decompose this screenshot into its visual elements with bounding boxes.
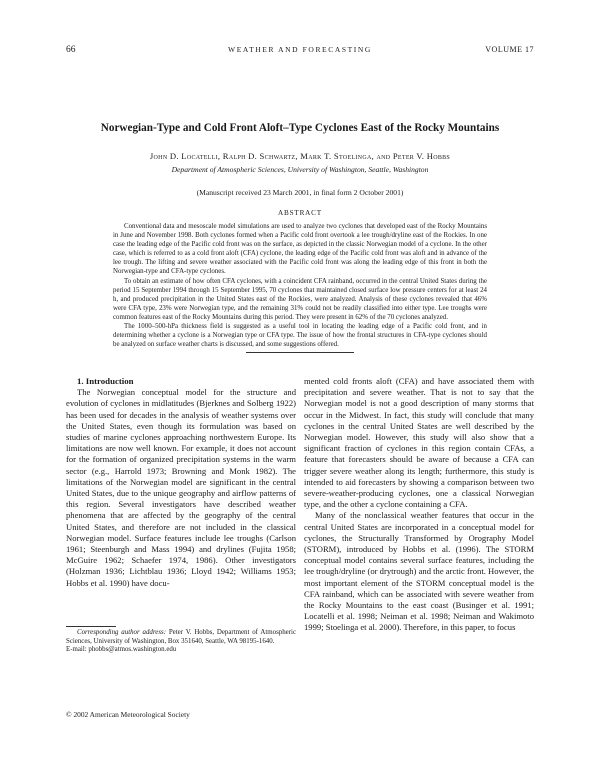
abstract-divider [246, 352, 354, 353]
abstract-body [113, 222, 487, 349]
intro-paragraph-1: The Norwegian conceptual model for the structure and evolution of cyclones in midlatitudes (Bjerknes and Solberg 1922) has been used for decades in the analysis of weather systems over the United States, even though its formulation was based on studies of marine cyclones approaching northwestern Europe. Its limitations are now well known. For example, it does not account for the formation of organized precipitation systems in the warm sector (e.g., Harrold 1973; Browning and Monk 1982). The limitations of the Norwegian model are significant in the central United States, due to the unique geography and airflow patterns of this region. Several investigators have described weather phenomena that are affected by the geography of the central United States, and therefore are not included in the classical Norwegian model. Surface features include lee troughs (Carlson 1961; Steenburgh and Mass 1994) and drylines (Fujita 1958; McGuire 1962; Schaefer 1974, 1986). Other investigators (Holzman 1936; Lichtblau 1936; Lloyd 1942; Williams 1953; Hobbs et al. 1990) have docu- [66, 387, 296, 588]
volume-label: VOLUME 17 [485, 45, 534, 54]
corresponding-author-footnote [66, 629, 296, 655]
abstract-paragraph-1: Conventional data and mesoscale model simulations are used to analyze two cyclones that developed east of the Rocky Mountains in June and November 1998. Both cyclones formed when a Pacific cold front overtook a lee trough/dryline east of the Rockies. In one case the leading edge of the Pacific cold front was on the surface, as depicted in the classic Norwegian model of a cyclone. In the other case, which is referred to as a cold front aloft (CFA) cyclone, the leading edge of the Pacific cold front was aloft and in advance of the lee trough. The lifting and severe weather associated with the Pacific cold front was along the leading edge of this front in both the Norwegian-type and CFA-type cyclones. [113, 223, 487, 276]
article-title: Norwegian-Type and Cold Front Aloft–Type Cyclones East of the Rocky Mountains [100, 122, 500, 134]
footnote-address: Peter V. Hobbs, Department of Atmospheric Sciences, University of Washington, Box 351640, Seattle, WA 98195-1640. [66, 629, 297, 645]
author-list: John D. Locatelli, Ralph D. Schwartz, Mark T. Stoelinga, and Peter V. Hobbs [149, 151, 451, 161]
intro-paragraph-1-cont: mented cold fronts aloft (CFA) and have associated them with precipitation and severe weather. That is not to say that the Norwegian model is not a good description of many storms that occur in the Midwest. In fact, this study will conclude that many cyclones in the central United States are well described by the Norwegian model. However, this study will also show that a significant fraction of cyclones in this region contain CFAs, a feature that forecasters should be aware of because a CFA can trigger severe weather along its length; furthermore, this study is intended to aid forecasters by showing a comparison between two severe-weather-producing cyclones, one a classical Norwegian type, and the other a cyclone containing a CFA. [304, 376, 534, 510]
intro-paragraph-2: Many of the nonclassical weather features that occur in the central United States are incorporated in a conceptual model for cyclones, the Structurally Transformed by Orography Model (STORM), introduced by Hobbs et al. (1996). The STORM conceptual model contains several surface features, including the lee trough/dryline (or drytrough) and the arctic front. However, the most important element of the STORM conceptual model is the CFA rainband, which can be associated with severe weather from the Rocky Mountains to the east coast (Businger et al. 1991; Locatelli et al. 1998; Neiman et al. 1998; Neiman and Wakimoto 1999; Stoelinga et al. 2000). Therefore, in this paper, to focus [304, 510, 534, 633]
journal-name: WEATHER AND FORECASTING [228, 45, 372, 54]
affiliation: Department of Atmospheric Sciences, University of Washington, Seattle, Washington [171, 165, 429, 174]
page-number: 66 [66, 45, 76, 55]
right-column [304, 376, 534, 634]
footnote-divider [66, 626, 116, 627]
footnote-label: Corresponding author address: [77, 629, 166, 636]
abstract-paragraph-3: The 1000–500-hPa thickness field is suggested as a useful tool in locating the leading edge of a Pacific cold front, and in determining whether a cyclone is a Norwegian type or CFA type. The issue of how the frontal structures in CFA-type cyclones should be analyzed on surface weather charts is discussed, and some suggestions offered. [113, 323, 487, 349]
section-heading: 1. Introduction [77, 376, 134, 386]
manuscript-dates: (Manuscript received 23 March 2001, in final form 2 October 2001) [196, 188, 404, 197]
abstract-heading: ABSTRACT [278, 209, 322, 217]
footnote-email: E-mail: phobbs@atmos.washington.edu [66, 646, 177, 654]
copyright-notice: © 2002 American Meteorological Society [66, 710, 190, 719]
abstract-paragraph-2: To obtain an estimate of how often CFA cyclones, with a coincident CFA rainband, occurred in the central United States during the period 15 September 1994 through 15 September 1995, 70 cyclones that maintained closed surface low pressure centers for at least 24 h, and produced precipitation in the United States east of the Rockies, were analyzed. Analysis of these cyclones revealed that 46% were CFA type, 23% were Norwegian type, and the remaining 31% could not be readily classified into either type. Lee troughs were common features east of the Rocky Mountains during this period. They were present in 62% of the 70 cyclones analyzed. [113, 277, 487, 321]
left-column [66, 376, 296, 589]
running-head [66, 45, 534, 57]
